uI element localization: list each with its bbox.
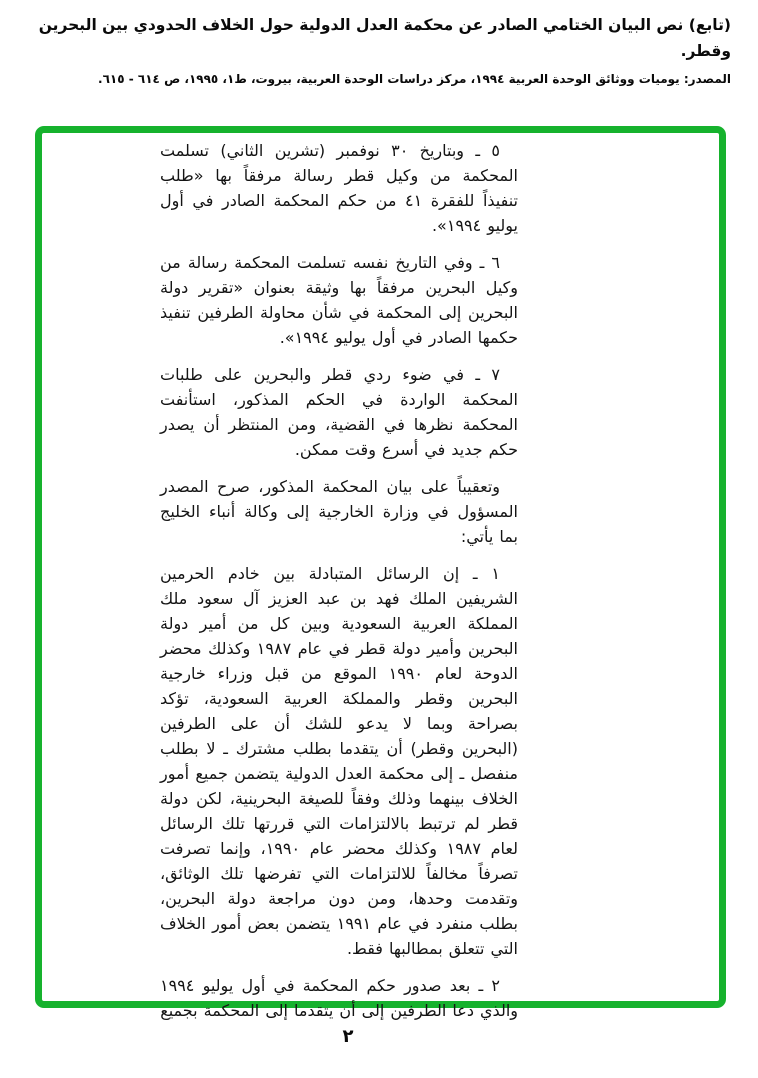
page-header-title: (تابع) نص البيان الختامي الصادر عن محكمة العدل الدولية حول الخلاف الحدودي بين البحرين وقطر. <box>38 16 731 60</box>
paragraph-point-7: ٧ ـ في ضوء ردي قطر والبحرين على طلبات المحكمة الواردة في الحكم المذكور، استأنفت المحكمة نظرها في القضية، ومن المنتظر أن يصدر حكم جديد في أسرع وقت ممكن. <box>160 365 518 459</box>
paragraph-commentary-intro: وتعقيباً على بيان المحكمة المذكور، صرح المصدر المسؤول في وزارة الخارجية إلى وكالة أنباء الخليج بما يأتي: <box>160 477 518 546</box>
page-header-source-citation: المصدر: يوميات ووثائق الوحدة العربية ١٩٩٤، مركز دراسات الوحدة العربية، بيروت، ط١، ١٩٩٥، ص ٦١٤ - ٦١٥. <box>98 72 731 86</box>
document-body <box>160 138 518 1035</box>
page-number: ٢ <box>342 1026 354 1047</box>
page-header <box>28 12 731 88</box>
paragraph-statement-point-1: ١ ـ إن الرسائل المتبادلة بين خادم الحرمين الشريفين الملك فهد بن عبد العزيز آل سعود ملك المملكة العربية السعودية وبين كل من أمير دولة البحرين وأمير دولة قطر في عام ١٩٨٧ وكذلك محضر الدوحة لعام ١٩٩٠ الموقع من قبل وزراء خارجية البحرين وقطر والمملكة العربية السعودية، تؤكد بصراحة وبما لا يدعو للشك أن على الطرفين (البحرين وقطر) أن يتقدما بطلب مشترك ـ لا بطلب منفصل ـ إلى محكمة العدل الدولية يتضمن جميع أمور الخلاف بينهما وذلك وفقاً للصيغة البحرينية، لكن دولة قطر لم ترتبط بالالتزامات التي قررتها تلك الرسائل لعام ١٩٨٧ وكذلك محضر عام ١٩٩٠، وإنما تصرفت تصرفاً مخالفاً للالتزامات التي تفرضها تلك الوثائق، وتقدمت وحدها، ومن دون مراجعة دولة البحرين، بطلب منفرد في عام ١٩٩١ يتضمن بعض أمور الخلاف التي تتعلق بمطالبها فقط. <box>160 564 518 958</box>
paragraph-point-5: ٥ ـ وبتاريخ ٣٠ نوفمبر (تشرين الثاني) تسلمت المحكمة من وكيل قطر رسالة مرفقاً بها «طلب تنفيذاً للفقرة ٤١ من حكم المحكمة الصادر في أول يوليو ١٩٩٤». <box>160 141 519 235</box>
paragraph-statement-point-2: ٢ ـ بعد صدور حكم المحكمة في أول يوليو ١٩٩٤ والذي دعا الطرفين إلى أن يتقدما إلى المحكمة بجميع <box>160 976 518 1020</box>
paragraph-point-6: ٦ ـ وفي التاريخ نفسه تسلمت المحكمة رسالة من وكيل البحرين مرفقاً بها وثيقة بعنوان «تقرير دولة البحرين إلى المحكمة في شأن محاولة الطرفين تنفيذ حكمها الصادر في أول يوليو ١٩٩٤». <box>160 253 518 347</box>
